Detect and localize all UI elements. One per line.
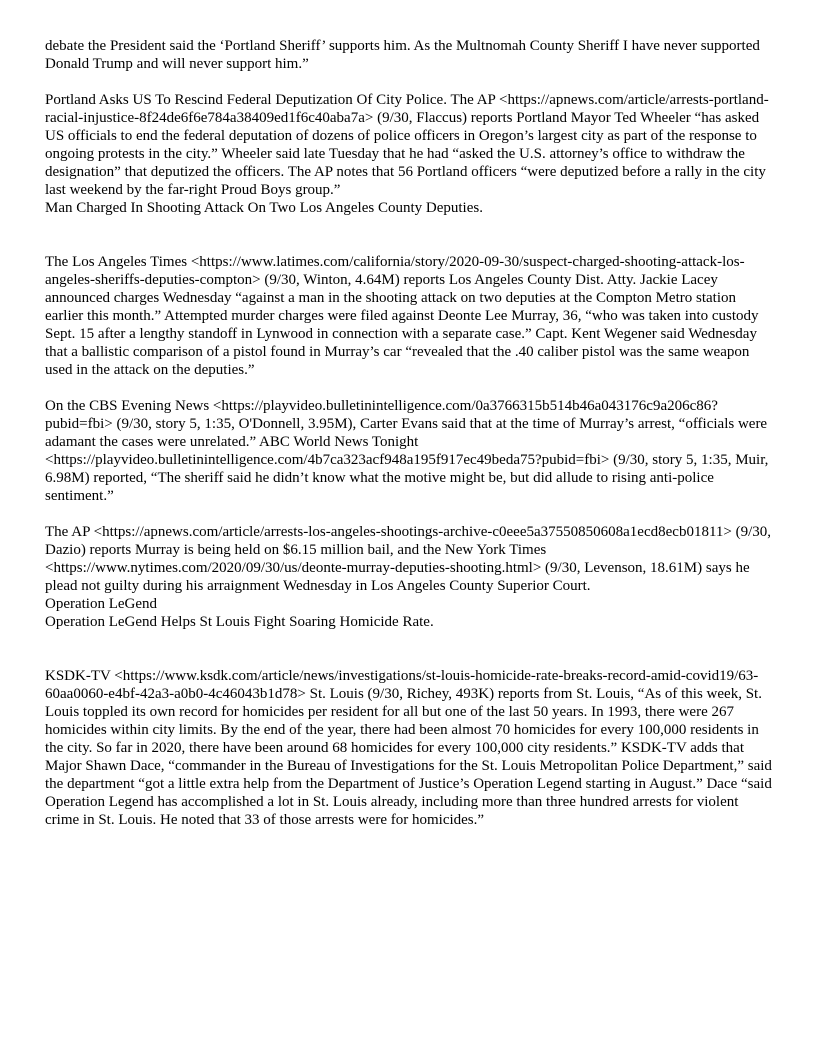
- paragraph-cbs-abc-report: On the CBS Evening News <https://playvideo.bulletinintelligence.com/0a3766315b514b46a043176c9a206c86?pubid=fbi> (9/30, story 5, 1:35, O'Donnell, 3.95M), Carter Evans said that at the time of Murray’s arrest, “officials were adamant the cases were unrelated.” ABC World News Tonight <https://playvideo.bulletinintelligence.com/4b7ca323acf948a195f917ec49beda75?pubid=fbi> (9/30, story 5, 1:35, Muir, 6.98M) reported, “The sheriff said he didn’t know what the motive might be, but did allude to rising anti-police sentiment.”: [45, 398, 769, 504]
- section-heading-operation-legend: Operation LeGend: [45, 596, 158, 612]
- paragraph-ksdk-report: KSDK-TV <https://www.ksdk.com/article/news/investigations/st-louis-homicide-rate-breaks-record-amid-covid19/63-60aa0060-e4bf-42a3-a0b0-4c46043b1d78> St. Louis (9/30, Richey, 493K) reports from St. Louis, “As of this week, St. Louis toppled its own record for homicides per resident for all but one of the last 50 years. In 1993, there were 267 homicides within city limits. By the end of the year, there had been almost 70 homicides for every 100,000 residents in the city. So far in 2020, there have been around 68 homicides for every 100,000 city residents.” KSDK-TV adds that Major Shawn Dace, “commander in the Bureau of Investigations for the St. Louis Metropolitan Police Department,” said the department “got a little extra help from the Department of Justice’s Operation Legend starting in August.” Dace “said Operation Legend has accomplished a lot in St. Louis already, including more than three hundred arrests for violent crime in St. Louis. He noted that 33 of those arrests were for homicides.”: [45, 668, 772, 828]
- document-page: [45, 37, 775, 829]
- paragraph-portland-deputization: Portland Asks US To Rescind Federal Deputization Of City Police. The AP <https://apnews.com/article/arrests-portland-racial-injustice-8f24de6f6e784a38409ed1f6c40aba7a> (9/30, Flaccus) reports Portland Mayor Ted Wheeler “has asked US officials to end the federal deputation of dozens of police officers in Oregon’s largest city as part of the response to ongoing protests in the city.” Wheeler said late Tuesday that he had “asked the U.S. attorney’s office to withdraw the designation” that deputized the officers. The AP notes that 56 Portland officers “were deputized before a rally in the city last weekend by the far-right Proud Boys group.”: [45, 92, 769, 198]
- paragraph-la-times-report: The Los Angeles Times <https://www.latimes.com/california/story/2020-09-30/suspect-charged-shooting-attack-los-angeles-sheriffs-deputies-compton> (9/30, Winton, 4.64M) reports Los Angeles County Dist. Atty. Jackie Lacey announced charges Wednesday “against a man in the shooting attack on two deputies at the Compton Metro station earlier this month.” Attempted murder charges were filed against Deonte Lee Murray, 36, “who was taken into custody Sept. 15 after a lengthy standoff in Lynwood in connection with a separate case.” Capt. Kent Wegener said Wednesday that a ballistic comparison of a pistol found in Murray’s car “revealed that the .40 caliber pistol was the same weapon used in the attack on the deputies.”: [45, 254, 759, 378]
- paragraph-sheriff-quote-end: debate the President said the ‘Portland Sheriff’ supports him. As the Multnomah County Sheriff I have never supported Donald Trump and will never support him.”: [45, 38, 760, 72]
- heading-la-deputies-shooting: Man Charged In Shooting Attack On Two Los Angeles County Deputies.: [45, 200, 483, 216]
- paragraph-ap-nyt-report: The AP <https://apnews.com/article/arrests-los-angeles-shootings-archive-c0eee5a37550850608a1ecd8ecb01811> (9/30, Dazio) reports Murray is being held on $6.15 million bail, and the New York Times <https://www.nytimes.com/2020/09/30/us/deonte-murray-deputies-shooting.html> (9/30, Levenson, 18.61M) says he plead not guilty during his arraignment Wednesday in Los Angeles County Superior Court.: [45, 524, 772, 594]
- heading-st-louis-homicide: Operation LeGend Helps St Louis Fight Soaring Homicide Rate.: [45, 614, 434, 630]
